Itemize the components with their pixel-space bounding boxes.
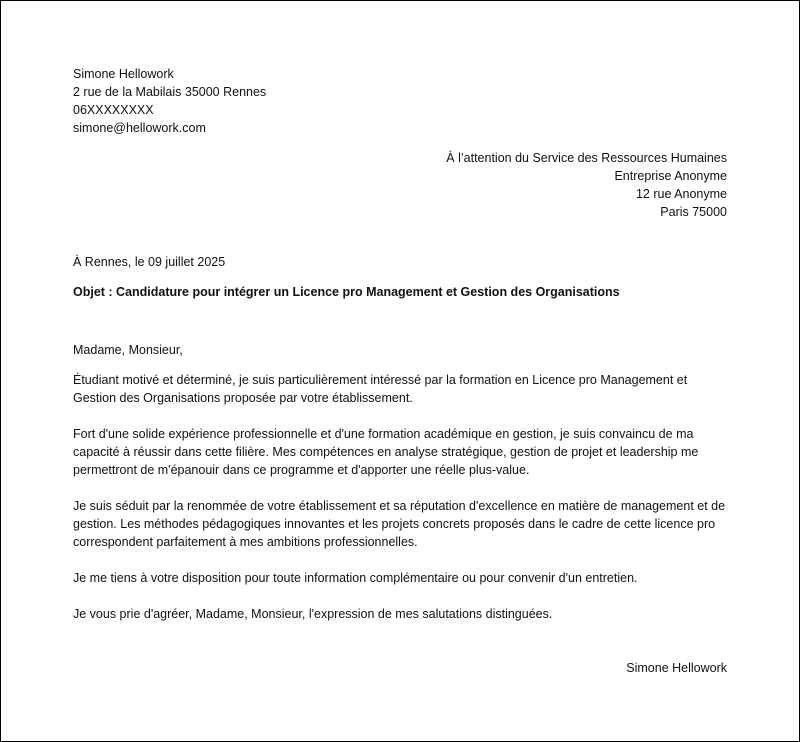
recipient-city: Paris 75000: [660, 205, 727, 219]
sender-phone: 06XXXXXXXX: [73, 103, 154, 117]
body-paragraph-4: Je me tiens à votre disposition pour toute information complémentaire ou pour convenir d'un entretien.: [73, 571, 638, 585]
recipient-company: Entreprise Anonyme: [614, 169, 727, 183]
signature: Simone Hellowork: [626, 661, 727, 675]
sender-email: simone@hellowork.com: [73, 121, 206, 135]
date-line: À Rennes, le 09 juillet 2025: [73, 255, 226, 269]
letter-content: [73, 65, 727, 677]
recipient-attention: À l’attention du Service des Ressources Humaines: [446, 151, 727, 165]
sender-address: 2 rue de la Mabilais 35000 Rennes: [73, 85, 267, 99]
recipient-street: 12 rue Anonyme: [635, 187, 727, 201]
body-paragraph-2: Fort d'une solide expérience professionnelle et d'une formation académique en gestion, je suis convaincu de ma capacité à réussir dans cette filière. Mes compétences en analyse stratégique, gestion de projet et leadership me permettront de m'épanouir dans ce programme et d'apporter une réelle plus-value.: [73, 427, 699, 477]
sender-block: [73, 65, 727, 137]
subject-line: Objet : Candidature pour intégrer un Licence pro Management et Gestion des Organisations: [73, 285, 620, 299]
body-paragraph-1: Étudiant motivé et déterminé, je suis particulièrement intéressé par la formation en Licence pro Management et Gestion des Organisations proposée par votre établissement.: [73, 373, 688, 405]
closing-paragraph: Je vous prie d'agréer, Madame, Monsieur, l'expression de mes salutations distinguées.: [73, 607, 553, 621]
sender-name: Simone Hellowork: [73, 67, 174, 81]
salutation: Madame, Monsieur,: [73, 343, 183, 357]
recipient-block: [73, 149, 727, 221]
body-paragraph-3: Je suis séduit par la renommée de votre établissement et sa réputation d'excellence en matière de management et de gestion. Les méthodes pédagogiques innovantes et les projets concrets proposés dans le cadre de cette licence pro correspondent parfaitement à mes ambitions professionnelles.: [73, 499, 726, 549]
